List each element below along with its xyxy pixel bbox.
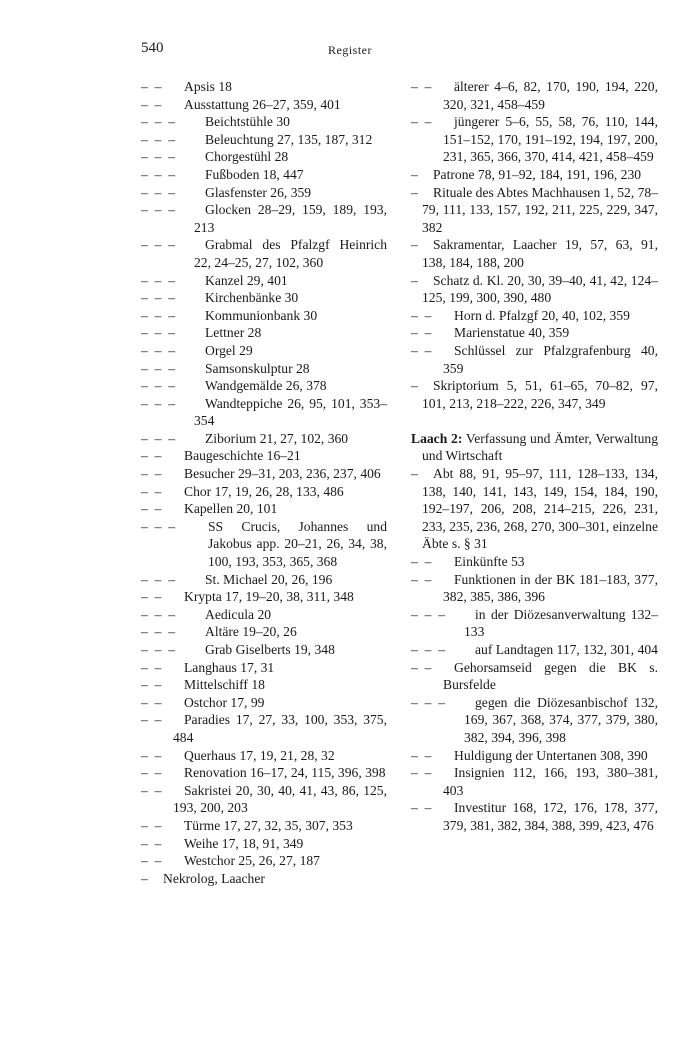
entry-dash: – <box>141 870 148 886</box>
entry-text: Beichtstühle 30 <box>205 114 290 130</box>
index-entry <box>411 641 658 659</box>
entry-text: SS Crucis, Johannes und Jakobus app. 20–21, 26, 34, 38, 100, 193, 353, 365, 368 <box>208 518 387 570</box>
entry-dash: – – <box>141 835 162 851</box>
index-entry <box>141 571 387 589</box>
index-entry <box>141 184 387 202</box>
index-entry <box>411 78 658 113</box>
entry-text: Fußboden 18, 447 <box>205 166 304 182</box>
index-entry <box>411 166 658 184</box>
index-entry <box>141 606 387 624</box>
entry-text: Funktionen in der BK 181–183, 377, 382, 385, 386, 396 <box>443 571 658 605</box>
entry-text: Krypta 17, 19–20, 38, 311, 348 <box>184 589 354 605</box>
index-entry <box>141 78 387 96</box>
entry-dash: – – <box>411 325 432 341</box>
entry-text: Schatz d. Kl. 20, 30, 39–40, 41, 42, 124–125, 199, 300, 390, 480 <box>422 272 658 306</box>
entry-text: Langhaus 17, 31 <box>184 659 275 675</box>
entry-dash: – – <box>141 782 162 798</box>
entry-text: Wandteppiche 26, 95, 101, 353–354 <box>194 395 387 429</box>
entry-text: Chorgestühl 28 <box>205 149 289 165</box>
entry-text: Grabmal des Pfalzgf Heinrich 22, 24–25, 27, 102, 360 <box>194 237 387 270</box>
entry-text: jüngerer 5–6, 55, 58, 76, 110, 144, 151–152, 170, 191–192, 194, 197, 200, 231, 365, 366, 370, 414, 421, 458–459 <box>443 114 658 165</box>
index-entry <box>411 377 658 412</box>
entry-dash: – – <box>411 765 432 781</box>
index-entry <box>411 747 658 765</box>
section-heading <box>411 430 658 465</box>
index-entry <box>141 747 387 765</box>
entry-dash: – <box>411 466 418 482</box>
index-entry <box>141 307 387 325</box>
entry-dash: – – – <box>141 202 175 218</box>
entry-text: Sakristei 20, 30, 40, 41, 43, 86, 125, 193, 200, 203 <box>173 782 387 816</box>
index-entry <box>411 465 658 553</box>
index-entry <box>141 817 387 835</box>
entry-text: Lettner 28 <box>205 325 262 341</box>
entry-text: Sakramentar, Laacher 19, 57, 63, 91, 138, 184, 188, 200 <box>422 237 658 270</box>
entry-dash: – – <box>141 853 162 869</box>
index-entry <box>141 659 387 677</box>
entry-text: Gehorsamseid gegen die BK s. Bursfelde <box>443 659 658 693</box>
section-spacer <box>411 412 658 430</box>
entry-dash: – – – <box>141 131 175 147</box>
entry-text: Ziborium 21, 27, 102, 360 <box>205 430 349 446</box>
index-entry <box>141 131 387 149</box>
entry-dash: – – <box>141 677 162 693</box>
entry-text: Patrone 78, 91–92, 184, 191, 196, 230 <box>433 166 642 182</box>
entry-dash: – – – <box>141 149 175 165</box>
entry-text: Ostchor 17, 99 <box>184 694 265 710</box>
entry-dash: – <box>411 166 418 182</box>
entry-dash: – <box>411 272 418 288</box>
index-entry <box>141 201 387 236</box>
entry-dash: – – – <box>411 694 445 710</box>
entry-text: Ausstattung 26–27, 359, 401 <box>184 96 341 112</box>
index-entry <box>411 342 658 377</box>
entry-dash: – – <box>141 817 162 833</box>
index-entry <box>411 659 658 694</box>
index-entry <box>141 324 387 342</box>
index-entry <box>141 236 387 271</box>
page-number: 540 <box>141 40 164 56</box>
entry-dash: – <box>411 184 418 200</box>
entry-text: Samsonskulptur 28 <box>205 360 310 376</box>
entry-dash: – – <box>411 554 432 570</box>
entry-text: Schlüssel zur Pfalzgrafenburg 40, 359 <box>443 342 658 376</box>
entry-text: Nekrolog, Laacher <box>163 870 265 886</box>
section-heading-text: Verfassung und Ämter, Verwaltung und Wirtschaft <box>422 430 658 464</box>
entry-text: Chor 17, 19, 26, 28, 133, 486 <box>184 483 344 499</box>
index-entry <box>141 430 387 448</box>
entry-dash: – – <box>141 589 162 605</box>
entry-text: Horn d. Pfalzgf 20, 40, 102, 359 <box>454 307 630 323</box>
index-entry <box>141 465 387 483</box>
entry-dash: – – – <box>411 606 445 622</box>
entry-text: gegen die Diözesanbischof 132, 169, 367, 368, 374, 377, 379, 380, 382, 394, 396, 398 <box>464 694 658 745</box>
index-entry <box>411 606 658 641</box>
index-entry <box>141 518 387 571</box>
index-entry <box>141 500 387 518</box>
index-entry <box>411 272 658 307</box>
running-head: Register <box>328 43 372 57</box>
index-entry <box>411 764 658 799</box>
entry-text: Westchor 25, 26, 27, 187 <box>184 853 320 869</box>
entry-text: Querhaus 17, 19, 21, 28, 32 <box>184 747 335 763</box>
entry-text: Huldigung der Untertanen 308, 390 <box>454 747 648 763</box>
entry-text: St. Michael 20, 26, 196 <box>205 571 333 587</box>
entry-dash: – – <box>411 659 432 675</box>
entry-text: auf Landtagen 117, 132, 301, 404 <box>475 642 658 657</box>
entry-text: Marienstatue 40, 359 <box>454 325 570 341</box>
entry-dash: – – <box>141 483 162 499</box>
index-entry <box>141 835 387 853</box>
entry-text: Glasfenster 26, 359 <box>205 184 312 200</box>
entry-text: Insignien 112, 166, 193, 380–381, 403 <box>443 765 658 798</box>
entry-text: Aedicula 20 <box>205 606 272 622</box>
index-entry <box>141 166 387 184</box>
index-entry <box>141 588 387 606</box>
entry-dash: – – <box>141 96 162 112</box>
index-entry <box>141 96 387 114</box>
entry-dash: – – <box>411 800 432 816</box>
entry-dash: – – <box>141 765 162 781</box>
index-entry <box>411 236 658 271</box>
index-entry <box>141 395 387 430</box>
entry-dash: – – – <box>141 307 175 323</box>
entry-dash: – – <box>141 712 162 728</box>
entry-text: Türme 17, 27, 32, 35, 307, 353 <box>184 817 353 833</box>
index-entry <box>141 641 387 659</box>
entry-text: Grab Giselberts 19, 348 <box>205 642 335 657</box>
entry-dash: – – <box>141 659 162 675</box>
entry-dash: – – <box>141 448 162 464</box>
index-column-left <box>141 78 387 887</box>
entry-text: älterer 4–6, 82, 170, 190, 194, 220, 320, 321, 458–459 <box>443 79 658 112</box>
entry-text: Kanzel 29, 401 <box>205 272 288 288</box>
entry-text: Kommunionbank 30 <box>205 307 318 323</box>
entry-text: Altäre 19–20, 26 <box>205 624 297 640</box>
entry-dash: – – <box>141 501 162 517</box>
index-entry <box>141 623 387 641</box>
entry-dash: – – <box>411 114 432 130</box>
index-entry <box>411 430 658 465</box>
index-entry <box>411 307 658 325</box>
entry-dash: – – – <box>141 642 175 657</box>
index-entry <box>141 694 387 712</box>
index-column-right <box>411 78 658 835</box>
index-entry <box>411 694 658 747</box>
entry-text: Renovation 16–17, 24, 115, 396, 398 <box>184 765 386 781</box>
entry-text: Skriptorium 5, 51, 61–65, 70–82, 97, 101, 213, 218–222, 226, 347, 349 <box>422 378 658 411</box>
entry-dash: – – – <box>141 571 175 587</box>
entry-text: Besucher 29–31, 203, 236, 237, 406 <box>184 466 381 482</box>
entry-dash: – – <box>411 571 432 587</box>
entry-text: Rituale des Abtes Machhausen 1, 52, 78–79, 111, 133, 157, 192, 211, 225, 229, 347, 382 <box>422 184 659 235</box>
index-entry <box>141 711 387 746</box>
entry-dash: – <box>411 237 418 253</box>
index-entry <box>141 676 387 694</box>
entry-dash: – – <box>141 466 162 482</box>
entry-dash: – – – <box>141 184 175 200</box>
index-entry <box>141 447 387 465</box>
entry-text: Baugeschichte 16–21 <box>184 448 301 464</box>
entry-dash: – – – <box>141 606 175 622</box>
entry-text: Kirchenbänke 30 <box>205 290 299 306</box>
entry-dash: – – – <box>141 237 175 253</box>
entry-dash: – – – <box>141 360 175 376</box>
entry-text: Investitur 168, 172, 176, 178, 377, 379, 381, 382, 384, 388, 399, 423, 476 <box>443 800 658 833</box>
entry-text: Beleuchtung 27, 135, 187, 312 <box>205 131 373 147</box>
entry-text: Kapellen 20, 101 <box>184 501 278 517</box>
entry-dash: – – <box>411 79 432 94</box>
index-entry <box>141 289 387 307</box>
entry-dash: – – <box>141 747 162 763</box>
entry-dash: – – <box>141 79 162 94</box>
entry-dash: – – – <box>141 395 175 411</box>
entry-text: Weihe 17, 18, 91, 349 <box>184 835 304 851</box>
entry-dash: – – – <box>141 272 175 288</box>
index-entry <box>141 342 387 360</box>
entry-dash: – <box>411 378 418 394</box>
index-entry <box>141 782 387 817</box>
entry-text: Apsis 18 <box>184 79 232 94</box>
index-entry <box>141 360 387 378</box>
index-entry <box>141 870 387 888</box>
entry-dash: – – – <box>141 290 175 306</box>
index-entry <box>141 483 387 501</box>
entry-text: Mittelschiff 18 <box>184 677 265 693</box>
entry-dash: – – <box>411 307 432 323</box>
index-entry <box>141 764 387 782</box>
index-entry <box>411 571 658 606</box>
index-entry <box>411 184 658 237</box>
entry-text: Einkünfte 53 <box>454 554 525 570</box>
index-entry <box>411 553 658 571</box>
index-entry <box>411 799 658 834</box>
entry-text: Glocken 28–29, 159, 189, 193, 213 <box>194 202 387 235</box>
entry-dash: – – – <box>141 342 175 358</box>
entry-dash: – – <box>141 694 162 710</box>
entry-dash: – – <box>411 747 432 763</box>
entry-dash: – – – <box>141 518 175 534</box>
index-entry <box>411 324 658 342</box>
entry-dash: – – – <box>411 642 445 657</box>
entry-text: in der Diözesanverwaltung 132–133 <box>464 606 658 640</box>
entry-text: Wandgemälde 26, 378 <box>205 378 327 394</box>
entry-dash: – – – <box>141 166 175 182</box>
entry-dash: – – – <box>141 624 175 640</box>
index-entry <box>141 377 387 395</box>
entry-text: Orgel 29 <box>205 342 253 358</box>
section-heading-label: Laach 2: <box>411 430 463 446</box>
entry-text: Abt 88, 91, 95–97, 111, 128–133, 134, 138, 140, 141, 143, 149, 154, 184, 190, 192–197, 206, 208, 214–215, 226, 231, 233, 235, 236, 268, 270, 300–301, einzelne Äbte s. § 31 <box>422 466 658 552</box>
entry-dash: – – – <box>141 430 175 446</box>
entry-dash: – – – <box>141 114 175 130</box>
index-entry <box>141 272 387 290</box>
entry-dash: – – <box>411 342 432 358</box>
index-entry <box>141 148 387 166</box>
index-entry <box>141 113 387 131</box>
entry-dash: – – – <box>141 325 175 341</box>
entry-text: Paradies 17, 27, 33, 100, 353, 375, 484 <box>173 712 387 745</box>
entry-dash: – – – <box>141 378 175 394</box>
index-entry <box>411 113 658 166</box>
index-entry <box>141 852 387 870</box>
